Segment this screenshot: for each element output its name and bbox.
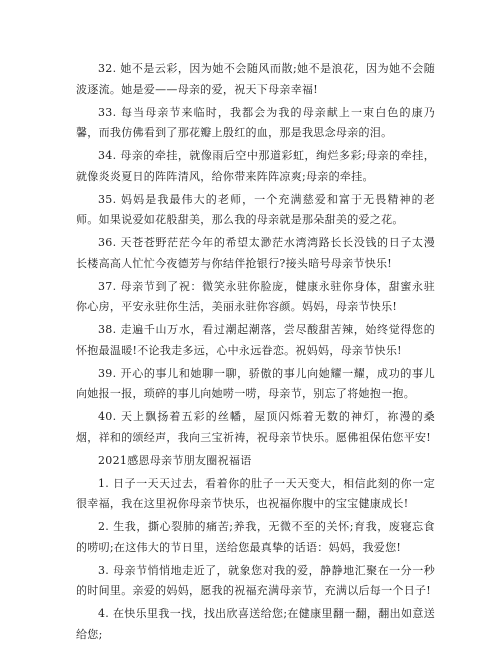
paragraph-36: 36. 天苍苍野茫茫今年的希望太渺茫水湾湾路长长没钱的日子太漫长楼高高人忙忙今夜德芳与你结伴抢银行?接头暗号母亲节快乐!: [76, 236, 435, 270]
paragraph-40: 40. 天上飘扬着五彩的丝幡，屋顶闪烁着无数的神灯，祢漫的桑烟，祥和的颂经声，我向三宝祈祷，祝母亲节快乐。愿佛祖保佑您平安!: [76, 410, 435, 444]
document-body: [76, 59, 435, 648]
section-paragraph-4: 4. 在快乐里我一找，找出欣喜送给您;在健康里翻一翻，翻出如意送给您;: [76, 607, 435, 641]
section-title: 2021感恩母亲节朋友圈祝福语: [98, 453, 252, 467]
paragraph-38: 38. 走遍千山万水，看过潮起潮落，尝尽酸甜苦辣，始终觉得您的怀抱最温暖!不论我走多远，心中永远眷恋。祝妈妈，母亲节快乐!: [76, 323, 435, 357]
section-paragraph-3: 3. 母亲节悄悄地走近了，就象您对我的爱，静静地汇聚在一分一秒的时间里。亲爱的妈妈，愿我的祝福充满母亲节，充满以后每一个日子!: [76, 563, 435, 597]
section-paragraph-2: 2. 生我，撕心裂肺的痛苦;养我，无微不至的关怀;育我，废寝忘食的唠叨;在这伟大的节日里，送给您最真挚的话语：妈妈，我爱您!: [76, 520, 435, 554]
paragraph-37: 37. 母亲节到了祝：微笑永驻你脸庞，健康永驻你身体，甜蜜永驻你心房，平安永驻你生活，美丽永驻你容颜。妈妈，母亲节快乐!: [76, 279, 435, 313]
section-paragraph-1: 1. 日子一天天过去，看着你的肚子一天天变大，相信此刻的你一定很幸福，我在这里祝你母亲节快乐，也祝福你腹中的宝宝健康成长!: [76, 476, 435, 510]
paragraph-39: 39. 开心的事儿和她聊一聊，骄傲的事儿向她耀一耀，成功的事儿向她报一报，琐碎的事儿向她唠一唠，母亲节，别忘了将她抱一抱。: [76, 366, 435, 400]
paragraph-34: 34. 母亲的牵挂，就像雨后空中那道彩虹，绚烂多彩;母亲的牵挂，就像炎炎夏日的阵阵清风，给你带来阵阵凉爽;母亲的牵挂。: [76, 149, 435, 183]
paragraph-32: 32. 她不是云彩，因为她不会随风而散;她不是浪花，因为她不会随波逐流。她是爱——母亲的爱，祝天下母亲幸福!: [76, 62, 435, 96]
paragraph-35: 35. 妈妈是我最伟大的老师，一个充满慈爱和富于无畏精神的老师。如果说爱如花般甜美，那么我的母亲就是那朵甜美的爱之花。: [76, 192, 435, 226]
paragraph-33: 33. 每当母亲节来临时，我都会为我的母亲献上一束白色的康乃馨，而我仿佛看到了那花瓣上殷红的血，那是我思念母亲的泪。: [76, 105, 435, 139]
